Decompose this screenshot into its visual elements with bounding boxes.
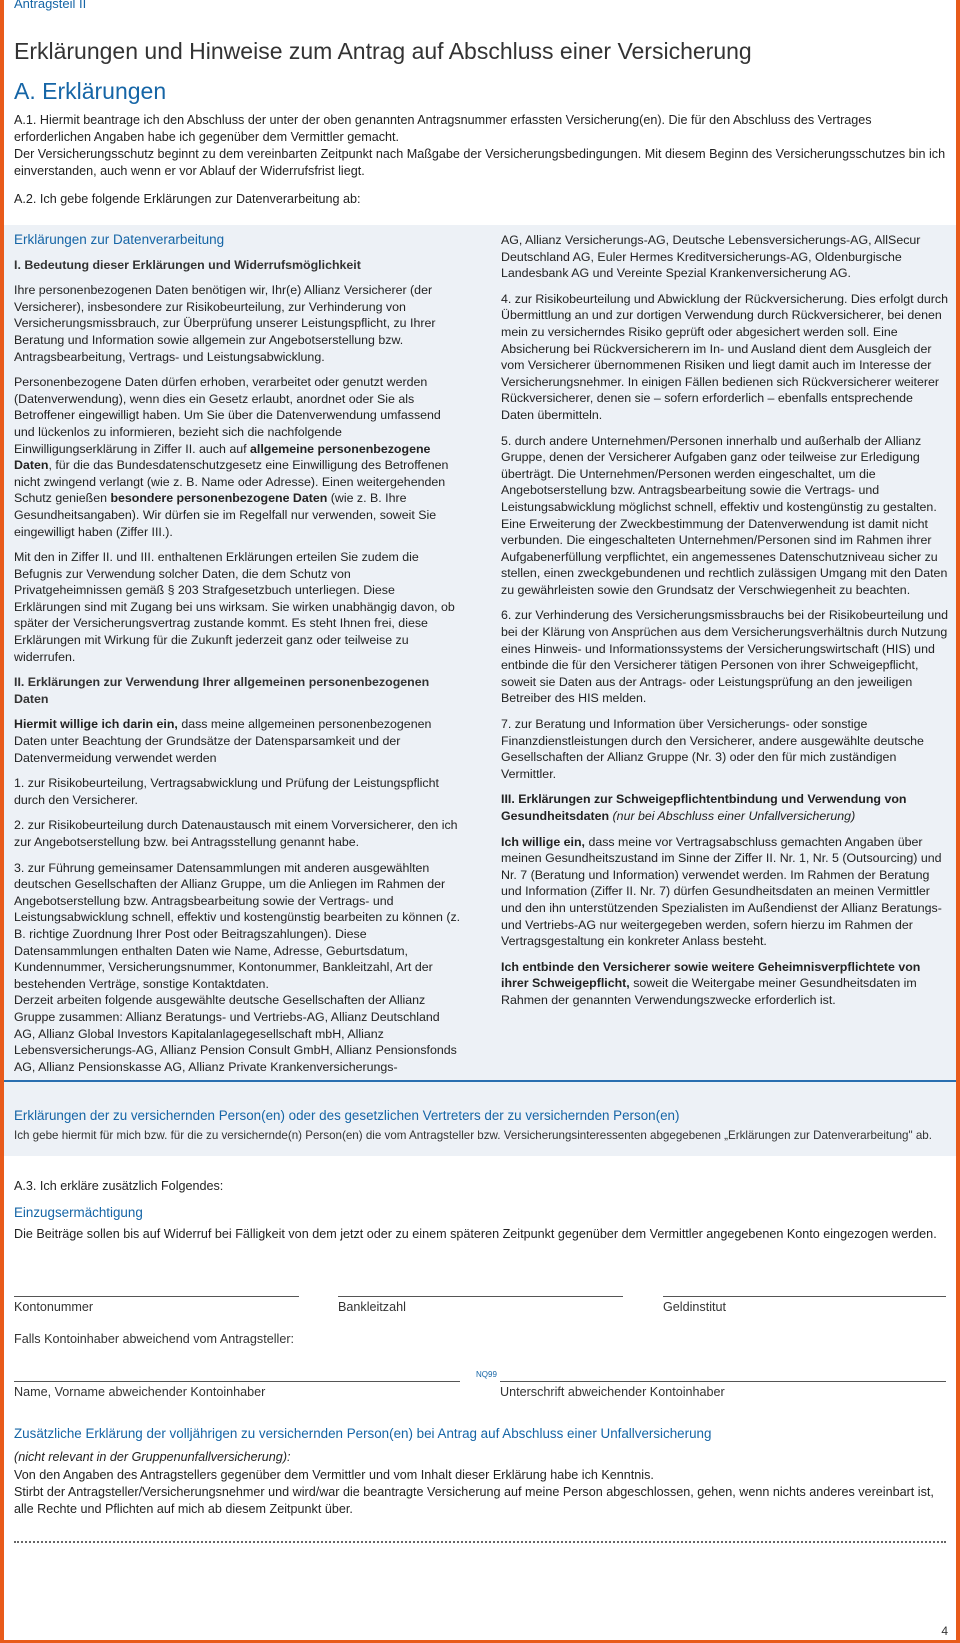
accident-declaration-heading: Zusätzliche Erklärung der volljährigen zu versichernden Person(en) bei Antrag auf Abschluss einer Unfallversicherung: [14, 1426, 712, 1441]
holder-name-field[interactable]: [14, 1381, 460, 1382]
a2-paragraph: [14, 191, 946, 208]
p2-general-data: allgemeine personenbezogene Daten: [14, 441, 431, 473]
accident-declaration-note: (nicht relevant in der Gruppenunfallversicherung):: [14, 1450, 291, 1464]
release-text: soweit die Weitergabe meiner Gesundheitsdaten im Rahmen der genannten Verwendungszwecke erforderlich ist.: [501, 976, 917, 1007]
accident-text-1: Von den Angaben des Antragstellers gegenüber dem Vermittler und vom Inhalt dieser Erklärung habe ich Kenntnis.: [14, 1468, 654, 1482]
page-title: Erklärungen und Hinweise zum Antrag auf Abschluss einer Versicherung: [14, 38, 752, 64]
declaration-text: Ich gebe hiermit für mich bzw. für die zu versichernde(n) Person(en) die vom Antragsteller bzw. Versicherungsinteressenten abgegebenen „Erklärungen zur Datenverarbeitung" ab.: [14, 1129, 932, 1142]
section-1-p2: [14, 374, 462, 540]
section-a-heading: A. Erklärungen: [14, 78, 167, 104]
list-item-1: 1. zur Risikobeurteilung, Vertragsabwicklung und Prüfung der Leistungspflicht durch den Versicherer.: [14, 776, 439, 807]
holder-signature-label: Unterschrift abweichender Kontoinhaber: [500, 1385, 725, 1399]
section-3-consent: [501, 834, 949, 950]
p2-part-c: , für die das Bundesdatenschutzgesetz eine Einwilligung des Betroffenen nicht zwingend verlangt (wie z. B. Name oder Adresse). Einen weitergehenden Schutz genießen: [14, 458, 449, 506]
a1-text1: Hiermit beantrage ich den Abschluss der unter der oben genannten Antragsnummer erfassten Versicherung(en). Die für den Abschluss des Vertrages erforderlichen Angaben habe ich gegenüber dem Vermittler gemacht.: [14, 113, 872, 144]
account-number-field[interactable]: [14, 1296, 299, 1297]
form-code: NQ99: [476, 1370, 497, 1379]
section-1-title: I. Bedeutung dieser Erklärungen und Widerrufsmöglichkeit: [14, 257, 361, 272]
part-label: Antragsteil II: [14, 0, 87, 11]
holder-name-label: Name, Vorname abweichender Kontoinhaber: [14, 1385, 266, 1399]
list-item-7: 7. zur Beratung und Information über Versicherungs- oder sonstige Finanzdienstleistungen durch den Versicherer, andere ausgewählte deutsche Gesellschaften der Allianz Gruppe (Nr. 3) oder den für mich zuständigen Vermittler.: [501, 717, 924, 781]
bank-code-label: Bankleitzahl: [338, 1300, 406, 1314]
direct-debit-text: Die Beiträge sollen bis auf Widerruf bei Fälligkeit von dem jetzt oder zu einem späteren Zeitpunkt gegenüber dem Vermittler angegebenen Konto eingezogen werden.: [14, 1227, 937, 1241]
list-item-3-cont: Derzeit arbeiten folgende ausgewählte deutsche Gesellschaften der Allianz Gruppe zusammen: Allianz Beratungs- und Vertriebs-AG, Allianz Deutschland AG, Allianz Global Investors Kapitalanlagegesellschaft mbH, Allianz Lebensversicherungs-AG, Allianz Pension Consult GmbH, Allianz Pensionsfonds AG, Allianz Pensionskasse AG, Allianz Private Krankenversicherungs-: [14, 993, 457, 1074]
accident-text-2: Stirbt der Antragsteller/Versicherungsnehmer und wird/war die beantragte Versicherung auf meine Person abgeschlossen, gehen, wenn nichts anderes vereinbart ist, alle Rechte und Pflichten auf mich ab diesem Zeitpunkt über.: [14, 1485, 934, 1516]
section-3-note: (nur bei Abschluss einer Unfallversicherung): [612, 809, 856, 823]
list-item-5: 5. durch andere Unternehmen/Personen innerhalb und außerhalb der Allianz Gruppe, denen der Versicherer Aufgaben ganz oder teilweise zur Erledigung überträgt. Die Unternehmen/Personen werden eingeschaltet, um die Angebotserstellung bzw. Antragsbearbeitung sowie die Vertrags- und Leistungsabwicklung möglichst schnell, effektiv und kostengünstig zu gestalten. Eine Erweiterung der Zweckbestimmung der Datenverwendung ist damit nicht verbunden. Die eingeschalteten Unternehmen/Personen sind im Rahmen ihrer Aufgabenerfüllung verpflichtet, ein angemessenes Datenschutzniveau sicher zu stellen, einen zweckgebundenen und rechtlich zulässigen Umgang mit den Daten zu gewährleisten sowie den Grundsatz der Verschwiegenheit zu beachten.: [501, 433, 948, 597]
list-item-3: 3. zur Führung gemeinsamer Datensammlungen mit anderen ausgewählten deutschen Gesellschaften der Allianz Gruppe, um die Anliegen im Rahmen der Angebotserstellung bzw. Antragsbearbeitung sowie der Vertrags- und Leistungsabwicklung schnell, effektiv und kostengünstig bearbeiten zu können (z. B. richtige Zuordnung Ihrer Post oder Beitragszahlungen). Diese Datensammlungen enthalten Daten wie Name, Adresse, Geburtsdatum, Kundennummer, Versicherungsnummer, Kontonummer, Bankleitzahl, Art der bestehenden Verträge, sonstige Kontaktdaten.: [14, 860, 461, 991]
a1-number: A.1.: [14, 113, 37, 127]
list-item-2: 2. zur Risikobeurteilung durch Datenaustausch mit einem Vorversicherer, den ich zur Angebotserstellung bzw. bei Antragsstellung genannt habe.: [14, 818, 458, 849]
consent-text: dass meine allgemeinen personenbezogenen Daten unter Beachtung der Grundsätze der Datensparsamkeit und der Datenvermeidung verwendet werden: [14, 717, 432, 765]
a3-number: A.3.: [14, 1179, 37, 1193]
bank-name-field[interactable]: [663, 1296, 946, 1297]
a2-number: A.2.: [14, 192, 37, 206]
declaration-box: [4, 1082, 956, 1156]
section-3-title-text: III. Erklärungen zur Schweigepflichtentbindung und Verwendung von Gesundheitsdaten: [501, 792, 907, 823]
section-3-release: [501, 959, 949, 1009]
account-number-label: Kontonummer: [14, 1300, 94, 1314]
different-holder-label: Falls Kontoinhaber abweichend vom Antragsteller:: [14, 1332, 295, 1346]
left-column: [14, 232, 462, 1084]
dotted-separator: [14, 1541, 946, 1543]
section-1-p1: Ihre personenbezogenen Daten benötigen wir, Ihr(e) Allianz Versicherer (der Versicherer), insbesondere zur Risikobeurteilung, zur Verhinderung von Versicherungsmissbrauch, zur Überprüfung unserer Leistungspflicht, zu Ihrer Beratung und Information sowie allgemein zur Angebotserstellung bzw. Antragsbearbeitung, Vertrags- und Leistungsabwicklung.: [14, 283, 436, 364]
bank-code-field[interactable]: [338, 1296, 623, 1297]
section-3-title: [501, 791, 949, 824]
right-column: [501, 232, 949, 1018]
holder-signature-field[interactable]: [500, 1381, 946, 1382]
section-2-consent: [14, 716, 462, 766]
a3-paragraph: [14, 1178, 223, 1195]
health-consent-text: dass meine vor Vertragsabschluss gemachten Angaben über meinen Gesundheitszustand im Sinne der Ziffer II. Nr. 1, Nr. 5 (Outsourcing) und Nr. 7 (Beratung und Information) verwendet werden. Im Rahmen der Beratung und Information (Ziffer II. Nr. 7) dürfen Gesundheitsdaten an meinen Vermittler und den ihn unterstützenden Spezialisten im Außendienst der Allianz Beratungs- und Vertriebs-AG nur weitergegeben werden, sofern hierzu im Rahmen der Vertragsgestaltung ein konkreter Anlass besteht.: [501, 834, 942, 949]
list-item-3-end: AG, Allianz Versicherungs-AG, Deutsche Lebensversicherungs-AG, AllSecur Deutschland AG, Euler Hermes Kreditversicherungs-AG, Oldenburgische Landesbank AG und Vereinte Spezial Krankenversicherung AG.: [501, 233, 921, 281]
page-number: 4: [941, 1624, 948, 1638]
data-processing-heading: Erklärungen zur Datenverarbeitung: [14, 232, 225, 247]
a3-text: Ich erkläre zusätzlich Folgendes:: [39, 1179, 224, 1193]
form-page: [4, 0, 956, 1640]
release-phrase: Ich entbinde den Versicherer sowie weitere Geheimnisverpflichtete von ihrer Schweigepflicht,: [501, 959, 921, 991]
section-1-p3: Mit den in Ziffer II. und III. enthaltenen Erklärungen erteilen Sie zudem die Befugnis zur Verwendung solcher Daten, die dem Schutz von Privatgeheimnissen gemäß § 203 Strafgesetzbuch unterliegen. Diese Erklärungen sind mit Zugang bei uns wirksam. Sie wirken unabhängig davon, ob später der Versicherungsvertrag zustande kommt. Es steht Ihnen frei, diese Erklärungen mit Wirkung für die Zukunft jederzeit ganz oder teilweise zu widerrufen.: [14, 550, 455, 664]
list-item-6: 6. zur Verhinderung des Versicherungsmissbrauchs bei der Risikobeurteilung und bei der Klärung von Ansprüchen aus dem Versicherungsverhältnis durch Nutzung eines Hinweis- und Informationssystems der Versicherungswirtschaft (HIS) und entbinde die für den Versicherer tätigen Personen von ihrer Schweigepflicht, soweit sie Daten aus der Antrags- oder Leistungsprüfung an den jeweiligen Betreiber des HIS melden.: [501, 608, 949, 706]
a2-text: Ich gebe folgende Erklärungen zur Datenverarbeitung ab:: [39, 192, 361, 206]
direct-debit-heading: Einzugsermächtigung: [14, 1205, 143, 1220]
declaration-title: Erklärungen der zu versichernden Person(en) oder des gesetzlichen Vertreters der zu versichernden Person(en): [14, 1108, 680, 1123]
health-consent-phrase: Ich willige ein,: [501, 834, 585, 849]
p2-part-a: Personenbezogene Daten dürfen erhoben, verarbeitet oder genutzt werden (Datenverwendung), wenn dies ein Gesetz erlaubt, anordnet oder Sie als Betroffener eingewilligt haben. Um Sie über die Datenverwendung umfassend und lückenlos zu informieren, bezieht sich die nachfolgende Einwilligungserklärung in Ziffer II. auch auf: [14, 375, 441, 456]
p2-special-data: besondere personenbezogene Daten: [110, 491, 328, 506]
accident-declaration-text: [14, 1467, 946, 1518]
a1-paragraph: [14, 112, 946, 180]
a1-text2: Der Versicherungsschutz beginnt zu dem vereinbarten Zeitpunkt nach Maßgabe der Versicherungsbedingungen. Mit diesem Beginn des Versicherungsschutzes bin ich einverstanden, auch wenn er vor Ablauf der Widerrufsfrist liegt.: [14, 147, 946, 178]
p2-part-e: (wie z. B. Ihre Gesundheitsangaben). Wir dürfen sie im Regelfall nur verwenden, soweit Sie eingewilligt haben (Ziffer III.).: [14, 491, 437, 539]
consent-phrase: Hiermit willige ich darin ein,: [14, 717, 178, 732]
list-item-4: 4. zur Risikobeurteilung und Abwicklung der Rückversicherung. Dies erfolgt durch Übermittlung an und zur dortigen Verwendung durch Rückversicherer, bei denen mein zu versicherndes Risiko geprüft oder abgesichert werden soll. Eine Absicherung bei Rückversicherern im In- und Ausland dient dem Ausgleich der vom Versicherer übernommenen Risiken und liegt damit auch im Interesse der Versicherungsnehmer. In einigen Fällen bedienen sich Rückversicherer weiterer Rückversicherer, denen sie – sofern erforderlich – ebenfalls entsprechende Daten übermitteln.: [501, 291, 948, 422]
bank-name-label: Geldinstitut: [663, 1300, 726, 1314]
section-2-title: II. Erklärungen zur Verwendung Ihrer allgemeinen personenbezogenen Daten: [14, 675, 430, 706]
